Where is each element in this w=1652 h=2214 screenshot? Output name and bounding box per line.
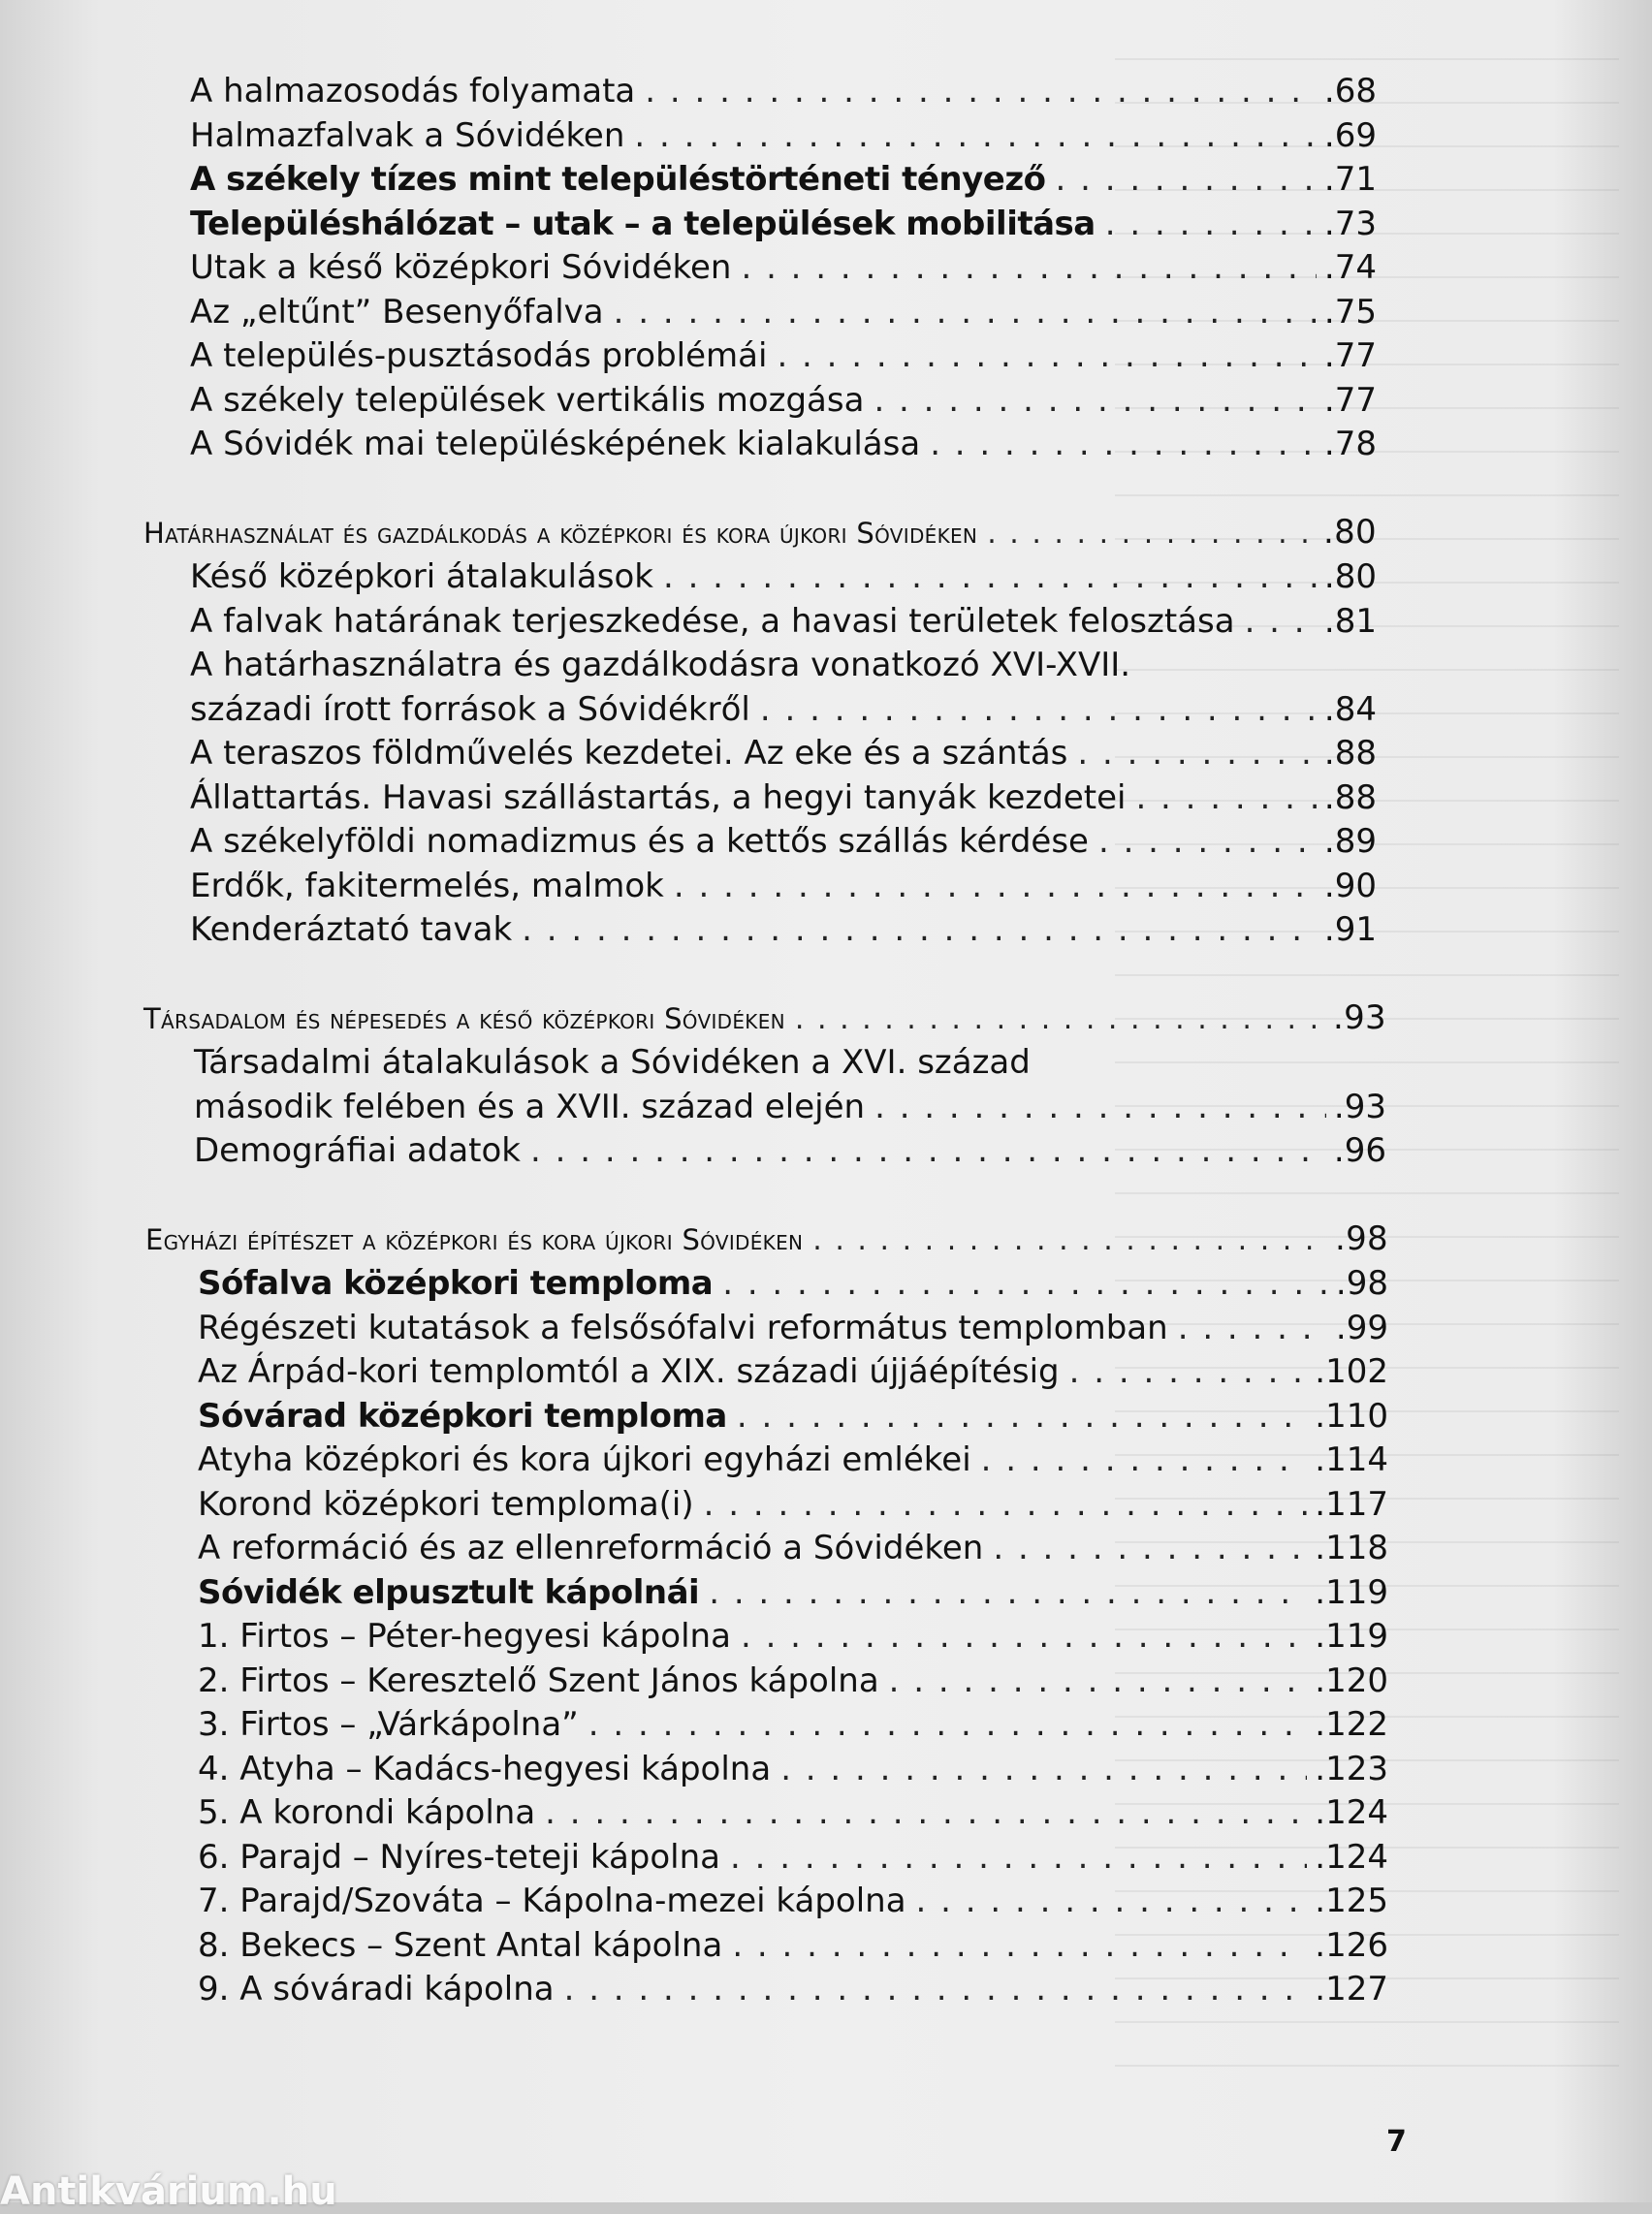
entry-title: Az „eltűnt” Besenyőfalva	[190, 292, 604, 332]
entry-title: Atyha középkori és kora újkori egyházi emlékei	[198, 1440, 971, 1479]
dot-leader	[874, 1086, 1326, 1130]
page-ref: .80	[1323, 557, 1377, 596]
dot-leader	[1178, 1307, 1328, 1351]
entry-title: A halmazosodás folyamata	[190, 72, 636, 111]
page-ref: .81	[1323, 601, 1377, 641]
entry-title: Késő középkori átalakulások	[190, 557, 653, 596]
dot-leader	[987, 512, 1316, 556]
dot-leader	[777, 334, 1316, 379]
entry-title: 1. Firtos – Péter-hegyesi kápolna	[198, 1617, 731, 1656]
entry-title: 2. Firtos – Keresztelő Szent János kápolna	[198, 1660, 879, 1700]
entry-title: A székely települések vertikális mozgása	[190, 380, 865, 420]
toc-entry[interactable]	[190, 114, 1377, 159]
toc-entry[interactable]	[190, 246, 1377, 291]
toc-entry[interactable]	[198, 1262, 1388, 1307]
entry-title: Állattartás. Havasi szállástartás, a hegyi tanyák kezdetei	[190, 777, 1127, 817]
entry-title: A székelyföldi nomadizmus és a kettős szállás kérdése	[190, 822, 1089, 861]
page-ref: .99	[1335, 1308, 1388, 1347]
entry-title: Demográfiai adatok	[194, 1131, 521, 1170]
toc-entry[interactable]	[194, 1129, 1386, 1174]
entry-title: A reformáció és az ellenreformáció a Sóvidéken	[198, 1529, 984, 1567]
page-ref: .102	[1315, 1352, 1388, 1391]
page-ref: .120	[1315, 1660, 1388, 1700]
dot-leader	[722, 1262, 1328, 1307]
entry-title: Korond középkori temploma(i)	[198, 1484, 694, 1524]
dot-leader	[741, 1615, 1307, 1660]
page-ref: .78	[1323, 425, 1377, 463]
toc-entry[interactable]	[194, 1086, 1386, 1130]
dot-leader	[1055, 158, 1316, 203]
page-number: 7	[1386, 2125, 1407, 2159]
dot-leader	[709, 1571, 1307, 1616]
entry-title: századi írott források a Sóvidékről	[190, 689, 750, 729]
toc-entry[interactable]	[198, 1968, 1388, 2012]
dot-leader	[889, 1660, 1308, 1704]
page-ref: .89	[1323, 822, 1377, 861]
toc-entry[interactable]	[190, 908, 1377, 953]
heading-title: Egyházi építészet a középkori és kora újkori Sóvidéken	[145, 1222, 804, 1256]
dot-leader	[663, 555, 1317, 600]
toc-entry[interactable]	[190, 423, 1377, 467]
page-ref: .69	[1323, 115, 1377, 155]
entry-title: Társadalmi átalakulások a Sóvidéken a XVI. század	[194, 1043, 1031, 1082]
page-ref: .110	[1315, 1396, 1388, 1436]
dot-leader	[993, 1527, 1307, 1571]
toc-entry[interactable]	[198, 1307, 1388, 1351]
entry-title: Az Árpád-kori templomtól a XIX. századi újjáépítésig	[198, 1352, 1060, 1391]
dot-leader	[760, 688, 1317, 733]
toc-entry[interactable]	[198, 1350, 1388, 1395]
dot-leader	[1069, 1350, 1308, 1395]
dot-leader	[645, 70, 1317, 114]
dot-leader	[1098, 820, 1317, 865]
dot-leader	[916, 1880, 1308, 1924]
toc-entry[interactable]	[190, 203, 1377, 247]
toc-entry[interactable]	[198, 1483, 1388, 1528]
entry-title: Sóvárad középkori temploma	[198, 1396, 727, 1436]
page-ref: .77	[1323, 380, 1377, 420]
page-ref: .91	[1323, 910, 1377, 949]
dot-leader	[522, 908, 1317, 953]
toc-entry[interactable]	[198, 1703, 1388, 1748]
page-ref: .84	[1323, 689, 1377, 729]
page-ref: .118	[1315, 1529, 1388, 1567]
dot-leader	[704, 1483, 1308, 1528]
toc-entry[interactable]	[198, 1439, 1388, 1483]
page-ref: .96	[1333, 1131, 1386, 1170]
dot-leader	[545, 1791, 1307, 1836]
entry-title: A székely tízes mint településtörténeti tényező	[190, 160, 1046, 199]
toc-entry[interactable]	[190, 70, 1377, 114]
page-ref: .126	[1315, 1925, 1388, 1965]
entry-title: Sóvidék elpusztult kápolnái	[198, 1572, 700, 1612]
entry-title: A határhasználatra és gazdálkodásra vonatkozó XVI-XVII.	[190, 646, 1131, 684]
toc-entry[interactable]	[198, 1791, 1388, 1836]
dot-leader	[588, 1703, 1308, 1748]
dot-leader	[1105, 203, 1317, 247]
toc-entry[interactable]	[190, 555, 1377, 600]
section-spacer	[0, 953, 1652, 996]
page-ref: .125	[1315, 1882, 1388, 1920]
dot-leader	[1245, 600, 1317, 645]
page-ref: .71	[1323, 160, 1377, 199]
toc-entry[interactable]	[190, 644, 1377, 688]
page-ref: .73	[1323, 204, 1377, 243]
toc-entry[interactable]	[190, 600, 1377, 645]
page-ref: .93	[1333, 1087, 1386, 1126]
entry-title: 8. Bekecs – Szent Antal kápolna	[198, 1925, 723, 1965]
page-ref: .124	[1315, 1837, 1388, 1877]
page-ref: .68	[1323, 72, 1377, 111]
toc-entry[interactable]	[190, 776, 1377, 821]
toc-entry[interactable]	[198, 1836, 1388, 1881]
entry-title: A település-pusztásodás problémái	[190, 336, 768, 375]
entry-title: második felében és a XVII. század elején	[194, 1087, 866, 1126]
page-ref: .122	[1315, 1705, 1388, 1744]
toc-entry[interactable]	[198, 1924, 1388, 1969]
entry-title: 9. A sóváradi kápolna	[198, 1970, 555, 2008]
toc-entry[interactable]	[190, 158, 1377, 203]
page-ref: .98	[1335, 1218, 1388, 1258]
page-ref: .75	[1323, 292, 1377, 332]
dot-leader	[780, 1748, 1307, 1792]
dot-leader	[530, 1129, 1326, 1174]
watermark: Antikvárium.hu	[0, 2169, 337, 2214]
entry-title: 3. Firtos – „Várkápolna”	[198, 1705, 579, 1744]
page-ref: .88	[1323, 777, 1377, 817]
page-ref: .80	[1323, 512, 1377, 552]
dot-leader	[874, 379, 1316, 424]
toc-entry[interactable]	[198, 1571, 1388, 1616]
dot-leader	[564, 1968, 1308, 2012]
toc-entry[interactable]	[198, 1395, 1388, 1439]
toc-section-heading[interactable]	[145, 1218, 1388, 1263]
dot-leader	[674, 865, 1317, 909]
page-ref: .114	[1315, 1440, 1388, 1479]
table-of-contents	[0, 70, 1652, 2012]
toc-entry[interactable]	[190, 379, 1377, 424]
section-spacer	[0, 467, 1652, 511]
toc-entry[interactable]	[190, 820, 1377, 865]
page-ref: .127	[1315, 1970, 1388, 2008]
toc-entry[interactable]	[190, 334, 1377, 379]
toc-entry[interactable]	[190, 732, 1377, 776]
toc-entry[interactable]	[198, 1527, 1388, 1571]
toc-entry[interactable]	[190, 688, 1377, 733]
toc-entry[interactable]	[190, 291, 1377, 335]
toc-entry[interactable]	[198, 1880, 1388, 1924]
page-ref: .90	[1323, 866, 1377, 905]
entry-title: Halmazfalvak a Sóvidéken	[190, 115, 625, 155]
toc-entry[interactable]	[198, 1748, 1388, 1792]
heading-title: Társadalom és népesedés a késő középkori Sóvidéken	[143, 1001, 785, 1035]
toc-entry[interactable]	[194, 1041, 1386, 1086]
entry-title: A teraszos földművelés kezdetei. Az eke és a szántás	[190, 734, 1068, 773]
dot-leader	[981, 1439, 1308, 1483]
dot-leader	[730, 1836, 1307, 1881]
entry-title: 7. Parajd/Szováta – Kápolna-mezei kápolna	[198, 1882, 906, 1920]
section-spacer	[0, 1174, 1652, 1218]
toc-section-heading[interactable]	[143, 511, 1377, 556]
entry-title: Régészeti kutatások a felsősófalvi református templomban	[198, 1308, 1168, 1347]
toc-section	[0, 953, 1652, 1174]
dot-leader	[634, 114, 1317, 159]
entry-title: Utak a késő középkori Sóvidéken	[190, 248, 732, 287]
dot-leader	[737, 1395, 1307, 1439]
entry-title: A Sóvidék mai településképének kialakulása	[190, 425, 921, 463]
page-ref: .74	[1323, 248, 1377, 287]
dot-leader	[741, 246, 1316, 291]
page-ref: .88	[1323, 734, 1377, 773]
dot-leader	[795, 997, 1325, 1042]
entry-title: Kenderáztató tavak	[190, 910, 513, 949]
entry-title: A falvak határának terjeszkedése, a havasi területek felosztása	[190, 601, 1235, 641]
page-ref: .123	[1315, 1749, 1388, 1788]
entry-title: Sófalva középkori temploma	[198, 1264, 714, 1303]
page-ref: .124	[1315, 1793, 1388, 1832]
entry-title: 4. Atyha – Kadács-hegyesi kápolna	[198, 1749, 772, 1788]
entry-title: 5. A korondi kápolna	[198, 1793, 536, 1832]
entry-title: Erdők, fakitermelés, malmok	[190, 866, 664, 905]
page-ref: .119	[1315, 1572, 1388, 1612]
toc-section-heading[interactable]	[143, 996, 1386, 1042]
toc-section	[0, 70, 1652, 467]
page-ref: .77	[1323, 336, 1377, 375]
entry-title: Településhálózat – utak – a települések mobilitása	[190, 204, 1096, 243]
dot-leader	[1135, 776, 1316, 821]
dot-leader	[930, 423, 1317, 467]
toc-entry[interactable]	[190, 865, 1377, 909]
dot-leader	[1077, 732, 1317, 776]
page-ref: .117	[1315, 1484, 1388, 1524]
dot-leader	[812, 1218, 1327, 1263]
toc-section	[0, 1174, 1652, 2012]
page-ref: .93	[1333, 997, 1386, 1037]
page-ref: .98	[1335, 1264, 1388, 1303]
dot-leader	[732, 1924, 1307, 1969]
heading-title: Határhasználat és gazdálkodás a középkori és kora újkori Sóvidéken	[143, 516, 978, 550]
dot-leader	[614, 291, 1317, 335]
toc-entry[interactable]	[198, 1615, 1388, 1660]
toc-section	[0, 467, 1652, 953]
toc-entry[interactable]	[198, 1660, 1388, 1704]
page-ref: .119	[1315, 1617, 1388, 1656]
entry-title: 6. Parajd – Nyíres-teteji kápolna	[198, 1837, 720, 1877]
